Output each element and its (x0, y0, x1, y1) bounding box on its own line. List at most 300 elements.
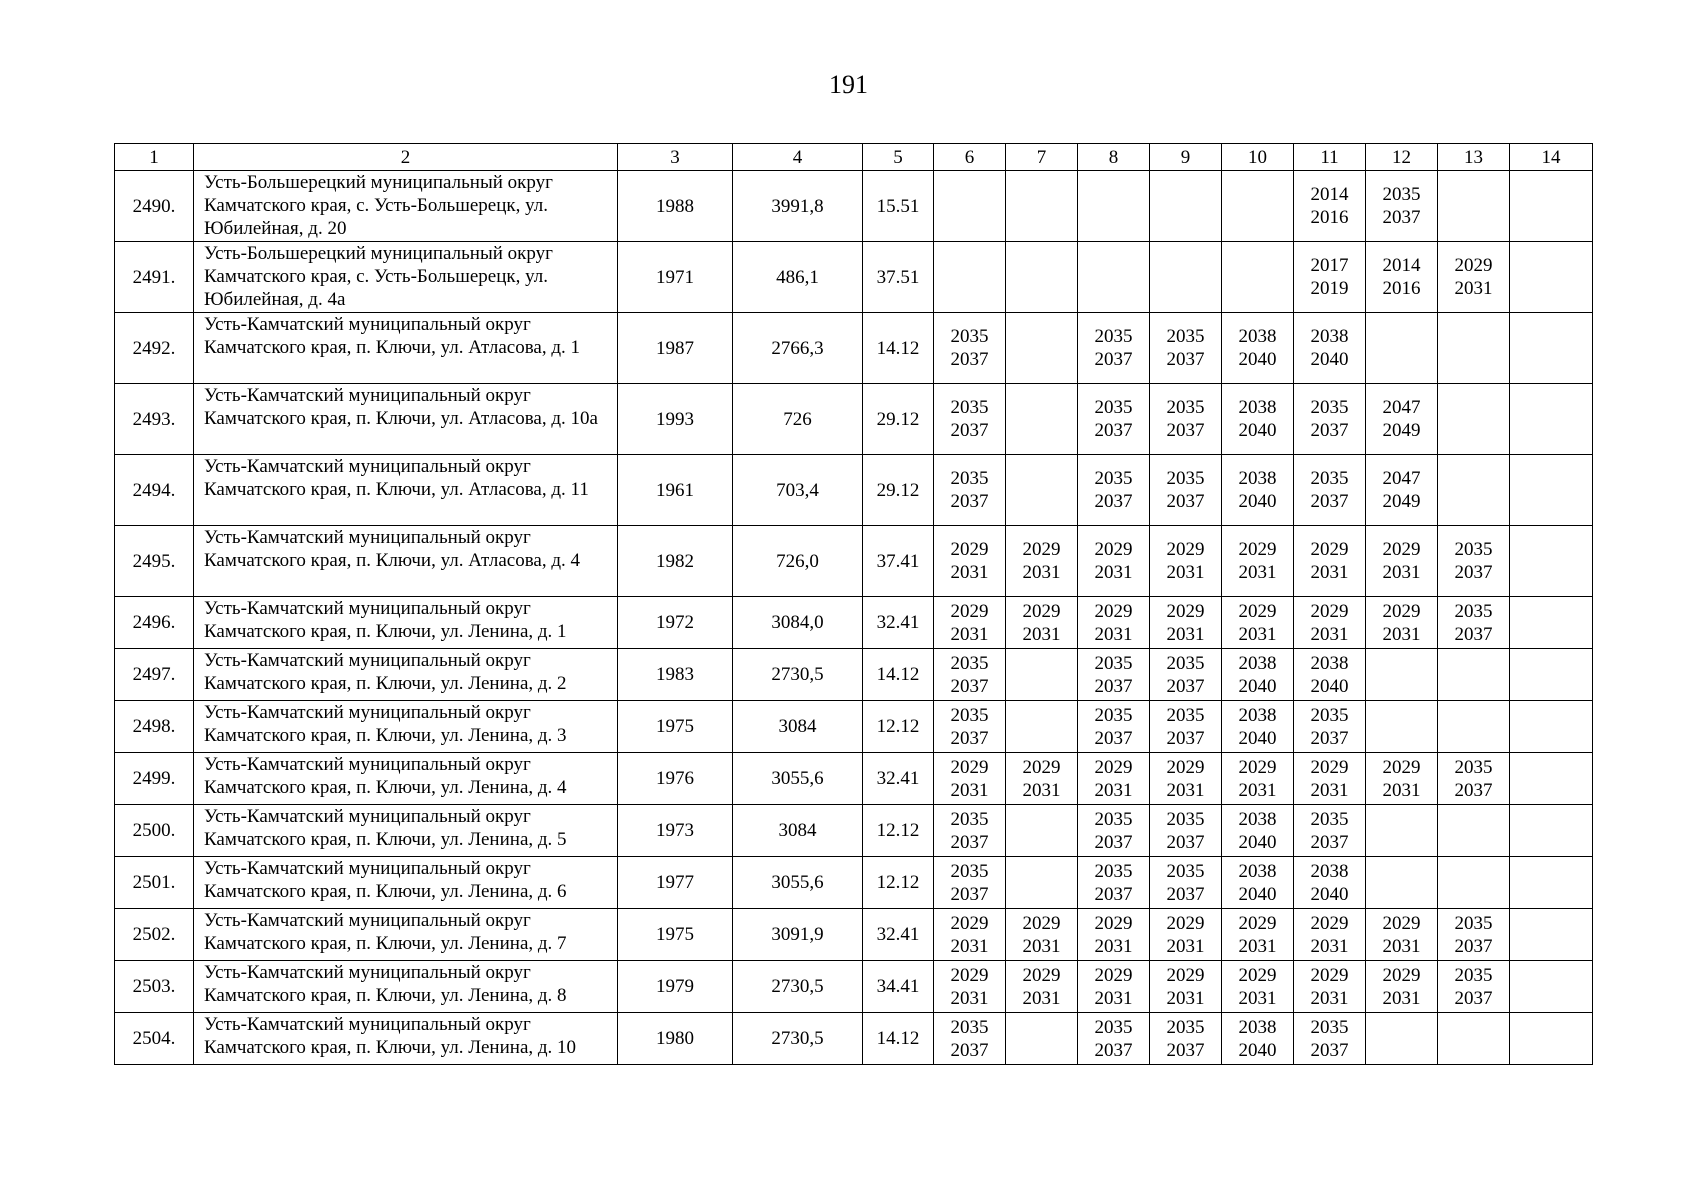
period-start-year: 2035 (1094, 326, 1133, 347)
period-cell-col-11 (1294, 384, 1366, 455)
period-cell-col-12 (1366, 649, 1438, 701)
table-body (115, 171, 1593, 1065)
period-end-year: 2037 (1310, 1039, 1349, 1061)
area-cell: 2730,5 (733, 1013, 863, 1065)
row-number-cell: 2500. (115, 805, 194, 857)
address-cell: Усть-Камчатский муниципальный округ Камчатского края, п. Ключи, ул. Атласова, д. 10а (194, 384, 618, 455)
period-cell-col-13 (1438, 171, 1510, 242)
period-end-year: 2031 (1022, 562, 1061, 583)
period-cell-col-8 (1078, 753, 1150, 805)
period-cell-col-13 (1438, 649, 1510, 701)
column-header: 14 (1510, 144, 1593, 171)
period-start-year: 2029 (950, 756, 989, 778)
period-cell-col-8 (1078, 961, 1150, 1013)
period-start-year: 2035 (1310, 1016, 1349, 1038)
period-cell-col-8 (1078, 805, 1150, 857)
table-row (115, 455, 1593, 526)
period-end-year: 2031 (1094, 623, 1133, 645)
period-end-year: 2037 (950, 1039, 989, 1061)
period-cell-col-6 (934, 961, 1006, 1013)
row-number-cell: 2498. (115, 701, 194, 753)
period-start-year: 2029 (1238, 539, 1277, 560)
table-row (115, 961, 1593, 1013)
code-cell: 37.51 (863, 242, 934, 313)
period-start-year: 2035 (1166, 397, 1205, 418)
period-start-year: 2035 (1454, 539, 1493, 560)
period-cell-col-7 (1006, 384, 1078, 455)
row-number-cell: 2496. (115, 597, 194, 649)
column-header: 5 (863, 144, 934, 171)
period-end-year: 2031 (1094, 935, 1133, 957)
period-end-year: 2049 (1382, 420, 1421, 441)
period-cell-col-13 (1438, 526, 1510, 597)
period-end-year: 2031 (1382, 562, 1421, 583)
code-cell: 29.12 (863, 384, 934, 455)
table-row (115, 597, 1593, 649)
period-end-year: 2016 (1382, 278, 1421, 299)
period-end-year: 2031 (950, 623, 989, 645)
period-start-year: 2029 (950, 912, 989, 934)
address-cell: Усть-Большерецкий муниципальный округ Камчатского края, с. Усть-Большерецк, ул. Юбилейная, д. 4а (194, 242, 618, 313)
period-start-year: 2038 (1238, 1016, 1277, 1038)
area-cell: 2730,5 (733, 961, 863, 1013)
period-cell-col-9 (1150, 171, 1222, 242)
period-cell-col-9 (1150, 242, 1222, 313)
period-start-year: 2029 (1166, 912, 1205, 934)
period-start-year: 2035 (1382, 184, 1421, 205)
period-start-year: 2029 (1166, 756, 1205, 778)
period-cell-col-13 (1438, 597, 1510, 649)
period-end-year: 2037 (1166, 420, 1205, 441)
period-end-year: 2037 (1094, 491, 1133, 512)
period-cell-col-11 (1294, 1013, 1366, 1065)
period-cell-col-14 (1510, 909, 1593, 961)
period-start-year: 2029 (1166, 964, 1205, 986)
period-cell-col-8 (1078, 597, 1150, 649)
period-start-year: 2035 (1094, 397, 1133, 418)
row-number-cell: 2492. (115, 313, 194, 384)
period-cell-col-8 (1078, 384, 1150, 455)
period-end-year: 2037 (1454, 987, 1493, 1009)
period-end-year: 2031 (1166, 779, 1205, 801)
period-start-year: 2035 (1454, 756, 1493, 778)
area-cell: 3991,8 (733, 171, 863, 242)
period-start-year: 2029 (1022, 912, 1061, 934)
address-cell: Усть-Камчатский муниципальный округ Камчатского края, п. Ключи, ул. Ленина, д. 8 (194, 961, 618, 1013)
period-cell-col-12 (1366, 753, 1438, 805)
row-number-cell: 2501. (115, 857, 194, 909)
period-start-year: 2029 (1238, 912, 1277, 934)
period-cell-col-8 (1078, 313, 1150, 384)
period-end-year: 2040 (1238, 675, 1277, 697)
period-cell-col-9 (1150, 313, 1222, 384)
construction-year-cell: 1961 (618, 455, 733, 526)
period-start-year: 2035 (950, 326, 989, 347)
area-cell: 3084,0 (733, 597, 863, 649)
period-end-year: 2037 (950, 349, 989, 370)
period-end-year: 2037 (1166, 883, 1205, 905)
construction-year-cell: 1971 (618, 242, 733, 313)
area-cell: 3084 (733, 701, 863, 753)
period-cell-col-10 (1222, 384, 1294, 455)
period-cell-col-14 (1510, 313, 1593, 384)
period-cell-col-10 (1222, 805, 1294, 857)
period-cell-col-7 (1006, 171, 1078, 242)
period-cell-col-14 (1510, 961, 1593, 1013)
period-end-year: 2031 (1094, 779, 1133, 801)
construction-year-cell: 1973 (618, 805, 733, 857)
period-end-year: 2037 (950, 420, 989, 441)
period-start-year: 2029 (1022, 539, 1061, 560)
period-start-year: 2035 (1166, 860, 1205, 882)
period-cell-col-7 (1006, 909, 1078, 961)
period-cell-col-13 (1438, 1013, 1510, 1065)
period-cell-col-10 (1222, 597, 1294, 649)
period-cell-col-11 (1294, 753, 1366, 805)
period-end-year: 2037 (1094, 1039, 1133, 1061)
period-cell-col-11 (1294, 649, 1366, 701)
period-cell-col-12 (1366, 909, 1438, 961)
period-start-year: 2035 (950, 468, 989, 489)
period-cell-col-13 (1438, 857, 1510, 909)
period-start-year: 2038 (1238, 397, 1277, 418)
period-cell-col-12 (1366, 597, 1438, 649)
period-start-year: 2035 (1094, 1016, 1133, 1038)
table-row (115, 526, 1593, 597)
address-cell: Усть-Большерецкий муниципальный округ Камчатского края, с. Усть-Большерецк, ул. Юбилейная, д. 20 (194, 171, 618, 242)
period-start-year: 2029 (1382, 964, 1421, 986)
period-end-year: 2037 (1310, 831, 1349, 853)
period-start-year: 2035 (950, 652, 989, 674)
period-cell-col-6 (934, 171, 1006, 242)
period-end-year: 2031 (1166, 935, 1205, 957)
period-end-year: 2037 (1094, 727, 1133, 749)
period-start-year: 2035 (1310, 397, 1349, 418)
period-cell-col-9 (1150, 857, 1222, 909)
address-cell: Усть-Камчатский муниципальный округ Камчатского края, п. Ключи, ул. Атласова, д. 4 (194, 526, 618, 597)
period-cell-col-9 (1150, 526, 1222, 597)
period-cell-col-9 (1150, 961, 1222, 1013)
period-cell-col-11 (1294, 701, 1366, 753)
period-cell-col-8 (1078, 649, 1150, 701)
code-cell: 29.12 (863, 455, 934, 526)
period-start-year: 2035 (950, 808, 989, 830)
construction-year-cell: 1972 (618, 597, 733, 649)
period-cell-col-7 (1006, 455, 1078, 526)
construction-year-cell: 1975 (618, 701, 733, 753)
period-cell-col-7 (1006, 1013, 1078, 1065)
period-start-year: 2038 (1238, 808, 1277, 830)
period-start-year: 2029 (1238, 756, 1277, 778)
period-cell-col-14 (1510, 805, 1593, 857)
area-cell: 703,4 (733, 455, 863, 526)
period-end-year: 2040 (1310, 883, 1349, 905)
column-header: 13 (1438, 144, 1510, 171)
period-start-year: 2029 (950, 964, 989, 986)
period-end-year: 2037 (1310, 491, 1349, 512)
period-cell-col-8 (1078, 242, 1150, 313)
row-number-cell: 2493. (115, 384, 194, 455)
address-cell: Усть-Камчатский муниципальный округ Камчатского края, п. Ключи, ул. Ленина, д. 10 (194, 1013, 618, 1065)
period-start-year: 2029 (1022, 756, 1061, 778)
period-end-year: 2037 (1166, 675, 1205, 697)
row-number-cell: 2504. (115, 1013, 194, 1065)
code-cell: 32.41 (863, 597, 934, 649)
period-start-year: 2035 (1094, 704, 1133, 726)
period-start-year: 2035 (1166, 808, 1205, 830)
period-cell-col-6 (934, 1013, 1006, 1065)
period-cell-col-10 (1222, 701, 1294, 753)
period-start-year: 2029 (1022, 964, 1061, 986)
period-cell-col-10 (1222, 909, 1294, 961)
column-header: 8 (1078, 144, 1150, 171)
period-start-year: 2038 (1238, 326, 1277, 347)
period-end-year: 2031 (1238, 935, 1277, 957)
period-end-year: 2037 (950, 675, 989, 697)
period-cell-col-10 (1222, 171, 1294, 242)
period-cell-col-8 (1078, 171, 1150, 242)
construction-year-cell: 1983 (618, 649, 733, 701)
period-end-year: 2031 (1022, 779, 1061, 801)
row-number-cell: 2497. (115, 649, 194, 701)
period-cell-col-8 (1078, 455, 1150, 526)
period-cell-col-11 (1294, 171, 1366, 242)
period-end-year: 2031 (1094, 562, 1133, 583)
period-cell-col-9 (1150, 753, 1222, 805)
period-end-year: 2031 (1166, 562, 1205, 583)
page-number: 191 (829, 70, 868, 99)
period-end-year: 2037 (1454, 562, 1493, 583)
period-end-year: 2031 (950, 935, 989, 957)
period-end-year: 2037 (1166, 727, 1205, 749)
period-start-year: 2029 (1094, 539, 1133, 560)
period-cell-col-11 (1294, 242, 1366, 313)
period-start-year: 2038 (1310, 326, 1349, 347)
row-number-cell: 2490. (115, 171, 194, 242)
area-cell: 3055,6 (733, 857, 863, 909)
period-cell-col-11 (1294, 961, 1366, 1013)
table-row (115, 171, 1593, 242)
construction-year-cell: 1979 (618, 961, 733, 1013)
period-cell-col-10 (1222, 526, 1294, 597)
period-end-year: 2031 (1382, 935, 1421, 957)
period-end-year: 2037 (1166, 1039, 1205, 1061)
period-end-year: 2031 (1238, 562, 1277, 583)
period-start-year: 2035 (950, 1016, 989, 1038)
period-cell-col-12 (1366, 961, 1438, 1013)
period-cell-col-7 (1006, 701, 1078, 753)
period-end-year: 2037 (950, 727, 989, 749)
period-start-year: 2029 (1094, 964, 1133, 986)
period-end-year: 2031 (1022, 987, 1061, 1009)
area-cell: 2766,3 (733, 313, 863, 384)
period-cell-col-11 (1294, 909, 1366, 961)
period-cell-col-12 (1366, 526, 1438, 597)
period-cell-col-6 (934, 313, 1006, 384)
period-start-year: 2047 (1382, 397, 1421, 418)
period-cell-col-10 (1222, 1013, 1294, 1065)
period-cell-col-13 (1438, 961, 1510, 1013)
column-header: 9 (1150, 144, 1222, 171)
period-cell-col-13 (1438, 384, 1510, 455)
table-row (115, 313, 1593, 384)
period-start-year: 2029 (1382, 600, 1421, 622)
period-start-year: 2035 (1166, 1016, 1205, 1038)
period-end-year: 2037 (1310, 420, 1349, 441)
period-start-year: 2029 (1310, 600, 1349, 622)
period-end-year: 2037 (1454, 779, 1493, 801)
period-end-year: 2037 (1094, 883, 1133, 905)
period-cell-col-10 (1222, 753, 1294, 805)
column-header: 2 (194, 144, 618, 171)
period-start-year: 2029 (1310, 964, 1349, 986)
period-cell-col-11 (1294, 857, 1366, 909)
period-start-year: 2035 (1166, 652, 1205, 674)
period-cell-col-6 (934, 597, 1006, 649)
period-start-year: 2029 (1094, 600, 1133, 622)
period-start-year: 2029 (1310, 539, 1349, 560)
period-cell-col-14 (1510, 753, 1593, 805)
period-end-year: 2031 (950, 779, 989, 801)
construction-year-cell: 1975 (618, 909, 733, 961)
period-start-year: 2035 (1094, 808, 1133, 830)
period-cell-col-6 (934, 753, 1006, 805)
column-header: 7 (1006, 144, 1078, 171)
period-start-year: 2029 (1166, 600, 1205, 622)
period-cell-col-6 (934, 909, 1006, 961)
table-row (115, 384, 1593, 455)
address-cell: Усть-Камчатский муниципальный округ Камчатского края, п. Ключи, ул. Атласова, д. 1 (194, 313, 618, 384)
period-cell-col-8 (1078, 909, 1150, 961)
table-row (115, 909, 1593, 961)
period-cell-col-13 (1438, 753, 1510, 805)
period-start-year: 2035 (1094, 468, 1133, 489)
table-row (115, 649, 1593, 701)
period-start-year: 2029 (1166, 539, 1205, 560)
period-cell-col-11 (1294, 313, 1366, 384)
row-number-cell: 2495. (115, 526, 194, 597)
construction-year-cell: 1977 (618, 857, 733, 909)
period-cell-col-8 (1078, 526, 1150, 597)
period-cell-col-13 (1438, 313, 1510, 384)
column-header: 11 (1294, 144, 1366, 171)
period-end-year: 2037 (1094, 349, 1133, 370)
period-start-year: 2029 (1382, 756, 1421, 778)
address-cell: Усть-Камчатский муниципальный округ Камчатского края, п. Ключи, ул. Ленина, д. 6 (194, 857, 618, 909)
period-start-year: 2029 (1238, 964, 1277, 986)
period-cell-col-9 (1150, 384, 1222, 455)
period-cell-col-13 (1438, 242, 1510, 313)
period-cell-col-6 (934, 805, 1006, 857)
period-end-year: 2031 (1238, 987, 1277, 1009)
period-cell-col-13 (1438, 455, 1510, 526)
period-cell-col-14 (1510, 242, 1593, 313)
period-cell-col-8 (1078, 1013, 1150, 1065)
period-cell-col-7 (1006, 313, 1078, 384)
period-start-year: 2029 (1382, 539, 1421, 560)
period-cell-col-9 (1150, 1013, 1222, 1065)
period-cell-col-6 (934, 384, 1006, 455)
construction-year-cell: 1980 (618, 1013, 733, 1065)
period-start-year: 2035 (1310, 704, 1349, 726)
period-start-year: 2035 (1094, 652, 1133, 674)
period-end-year: 2031 (1310, 987, 1349, 1009)
period-cell-col-6 (934, 649, 1006, 701)
address-cell: Усть-Камчатский муниципальный округ Камчатского края, п. Ключи, ул. Ленина, д. 3 (194, 701, 618, 753)
period-cell-col-14 (1510, 171, 1593, 242)
period-end-year: 2031 (1166, 623, 1205, 645)
period-cell-col-13 (1438, 701, 1510, 753)
period-cell-col-13 (1438, 909, 1510, 961)
period-cell-col-9 (1150, 455, 1222, 526)
area-cell: 726,0 (733, 526, 863, 597)
period-start-year: 2029 (1382, 912, 1421, 934)
period-cell-col-11 (1294, 455, 1366, 526)
period-cell-col-8 (1078, 701, 1150, 753)
table-row (115, 701, 1593, 753)
code-cell: 12.12 (863, 857, 934, 909)
period-start-year: 2017 (1310, 255, 1349, 276)
period-cell-col-9 (1150, 909, 1222, 961)
address-cell: Усть-Камчатский муниципальный округ Камчатского края, п. Ключи, ул. Атласова, д. 11 (194, 455, 618, 526)
period-cell-col-10 (1222, 242, 1294, 313)
period-start-year: 2029 (1310, 756, 1349, 778)
row-number-cell: 2499. (115, 753, 194, 805)
row-number-cell: 2503. (115, 961, 194, 1013)
area-cell: 726 (733, 384, 863, 455)
period-end-year: 2031 (1454, 278, 1493, 299)
period-start-year: 2029 (1022, 600, 1061, 622)
area-cell: 486,1 (733, 242, 863, 313)
period-cell-col-6 (934, 242, 1006, 313)
period-end-year: 2037 (1166, 491, 1205, 512)
construction-year-cell: 1993 (618, 384, 733, 455)
period-cell-col-11 (1294, 805, 1366, 857)
period-start-year: 2029 (950, 600, 989, 622)
column-number-header-row (115, 144, 1593, 171)
period-end-year: 2040 (1238, 1039, 1277, 1061)
period-end-year: 2037 (1166, 349, 1205, 370)
period-start-year: 2035 (1454, 912, 1493, 934)
period-end-year: 2031 (1022, 935, 1061, 957)
period-start-year: 2038 (1238, 704, 1277, 726)
period-cell-col-7 (1006, 597, 1078, 649)
period-cell-col-10 (1222, 961, 1294, 1013)
period-end-year: 2019 (1310, 278, 1349, 299)
period-end-year: 2040 (1238, 727, 1277, 749)
period-end-year: 2031 (1310, 935, 1349, 957)
construction-year-cell: 1982 (618, 526, 733, 597)
period-start-year: 2035 (950, 397, 989, 418)
period-start-year: 2038 (1238, 468, 1277, 489)
code-cell: 14.12 (863, 1013, 934, 1065)
period-start-year: 2029 (1454, 255, 1493, 276)
code-cell: 15.51 (863, 171, 934, 242)
period-cell-col-9 (1150, 597, 1222, 649)
period-end-year: 2031 (1166, 987, 1205, 1009)
column-header: 3 (618, 144, 733, 171)
period-end-year: 2031 (1310, 562, 1349, 583)
column-header: 10 (1222, 144, 1294, 171)
period-end-year: 2037 (1454, 935, 1493, 957)
period-cell-col-14 (1510, 701, 1593, 753)
period-end-year: 2037 (1166, 831, 1205, 853)
period-cell-col-7 (1006, 753, 1078, 805)
period-cell-col-7 (1006, 242, 1078, 313)
period-cell-col-7 (1006, 805, 1078, 857)
period-end-year: 2031 (1310, 623, 1349, 645)
period-start-year: 2035 (1166, 326, 1205, 347)
